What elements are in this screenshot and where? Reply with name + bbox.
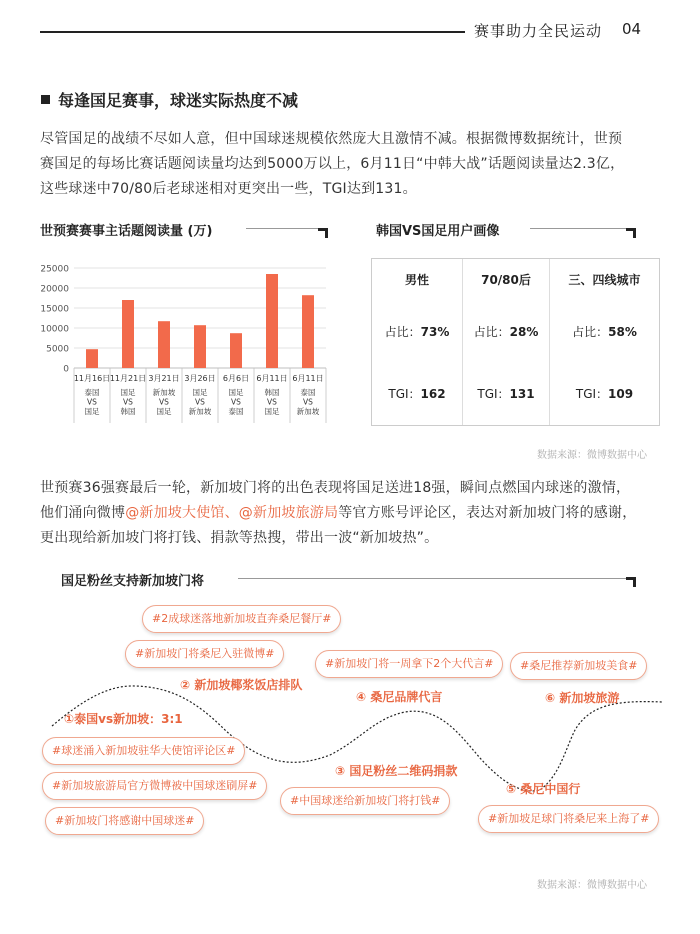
intro-paragraph xyxy=(40,127,662,202)
timeline-stage: ③ 国足粉丝二维码捐款 xyxy=(335,764,458,778)
profile-title: 韩国VS国足用户画像 xyxy=(376,224,500,239)
page-number: 04 xyxy=(622,20,642,38)
profile-header: 男性 xyxy=(404,273,429,287)
y-tick-label: 20000 xyxy=(40,284,69,295)
topic-tag[interactable]: #中国球迷给新加坡门将打钱# xyxy=(280,787,450,815)
bar xyxy=(122,300,134,368)
x-tick-date: 3月26日 xyxy=(184,374,216,383)
y-tick-label: 15000 xyxy=(40,304,69,315)
profile-tgi: TGI：109 xyxy=(575,387,634,401)
x-tick-match: VS xyxy=(231,397,241,407)
x-tick-date: 6月6日 xyxy=(222,374,250,383)
x-tick-match: VS xyxy=(267,397,277,407)
profile-column-male xyxy=(372,259,462,425)
bar xyxy=(230,333,242,368)
topic-tag[interactable]: #新加坡门将桑尼入驻微博# xyxy=(125,640,284,668)
x-tick-match: VS xyxy=(303,397,313,407)
y-tick-label: 10000 xyxy=(40,324,69,335)
profile-share: 占比：28% xyxy=(473,325,539,339)
profile-share: 占比：73% xyxy=(384,325,450,339)
profile-share: 占比：58% xyxy=(572,325,637,339)
topic-tag[interactable]: #桑尼推荐新加坡美食# xyxy=(510,652,647,680)
topic-tag[interactable]: #新加坡门将感谢中国球迷# xyxy=(45,807,204,835)
profile-column-age xyxy=(462,259,549,425)
y-tick-label: 25000 xyxy=(40,264,69,275)
topic-tag[interactable]: #新加坡足球门将桑尼来上海了# xyxy=(478,805,659,833)
x-tick-date: 11月16日 xyxy=(73,374,111,383)
x-tick-match: 新加坡 xyxy=(152,388,176,397)
data-source-note: 数据来源：微博数据中心 xyxy=(537,450,647,461)
chart-title-rule xyxy=(246,228,322,229)
profile-table xyxy=(371,258,660,426)
x-tick-date: 11月21日 xyxy=(109,374,147,383)
timeline-stage: ⑤ 桑尼中国行 xyxy=(506,782,581,796)
x-tick-match: VS xyxy=(159,397,169,407)
x-tick-match: VS xyxy=(123,397,133,407)
x-tick-match: 韩国 xyxy=(264,388,280,397)
profile-header: 70/80后 xyxy=(481,273,531,287)
profile-title-corner xyxy=(626,228,636,238)
x-tick-match: 国足 xyxy=(264,407,280,416)
x-tick-match: 韩国 xyxy=(120,407,136,416)
topic-tag[interactable]: #2成球迷落地新加坡直奔桑尼餐厅# xyxy=(142,605,341,633)
header-title: 赛事助力全民运动 xyxy=(474,22,603,40)
timeline-stage: ①泰国vs新加坡：3:1 xyxy=(64,712,183,726)
profile-title-rule xyxy=(530,228,630,229)
intro-line: 尽管国足的战绩不尽如人意，但中国球迷规模依然庞大且激情不减。根据微博数据统计，世预 xyxy=(40,131,623,147)
topic-tag[interactable]: #新加坡旅游局官方微博被中国球迷刷屏# xyxy=(42,772,267,800)
header-rule xyxy=(40,31,465,33)
timeline-title-rule xyxy=(238,578,630,579)
bar xyxy=(194,325,206,368)
x-tick-match: 国足 xyxy=(120,388,136,397)
intro-line: 这些球迷中70/80后老球迷相对更突出一些，TGI达到131。 xyxy=(40,181,417,197)
body-line: 世预赛36强赛最后一轮，新加坡门将的出色表现将国足送进18强，瞬间点燃国内球迷的激情， xyxy=(40,480,631,496)
x-tick-date: 3月21日 xyxy=(148,374,180,383)
profile-tgi: TGI：162 xyxy=(388,387,446,401)
y-tick-label: 0 xyxy=(63,364,69,375)
x-tick-match: 泰国 xyxy=(84,388,100,397)
x-tick-match: 新加坡 xyxy=(188,407,212,416)
chart-title-corner xyxy=(318,228,328,238)
timeline-stage: ⑥ 新加坡旅游 xyxy=(545,691,620,705)
x-tick-date: 6月11日 xyxy=(292,374,324,383)
y-tick-label: 5000 xyxy=(46,344,69,355)
x-tick-match: 国足 xyxy=(192,388,208,397)
data-source-note: 数据来源：微博数据中心 xyxy=(537,880,647,891)
bar xyxy=(266,274,278,368)
weibo-handles[interactable]: @新加坡大使馆、@新加坡旅游局 xyxy=(125,505,339,521)
x-tick-match: 泰国 xyxy=(228,407,244,416)
body-line: 更出现给新加坡门将打钱、捐款等热搜，带出一波“新加坡热”。 xyxy=(40,530,439,546)
bar xyxy=(302,295,314,368)
x-tick-match: 国足 xyxy=(156,407,172,416)
intro-line: 赛国足的每场比赛话题阅读量均达到5000万以上，6月11日“中韩大战”话题阅读量达2.3亿， xyxy=(40,156,625,172)
topic-tag[interactable]: #新加坡门将一周拿下2个大代言# xyxy=(315,650,503,678)
timeline-title-corner xyxy=(626,577,636,587)
x-tick-match: 泰国 xyxy=(300,388,316,397)
x-tick-match: VS xyxy=(195,397,205,407)
x-tick-match: 新加坡 xyxy=(296,407,320,416)
profile-header: 三、四线城市 xyxy=(568,273,641,287)
x-tick-match: 国足 xyxy=(84,407,100,416)
body-line: 他们涌向微博@新加坡大使馆、@新加坡旅游局等官方账号评论区，表达对新加坡门将的感谢， xyxy=(40,505,637,521)
profile-tgi: TGI：131 xyxy=(477,387,535,401)
x-tick-match: 国足 xyxy=(228,388,244,397)
profile-column-city xyxy=(549,259,659,425)
topic-tag[interactable]: #球迷涌入新加坡驻华大使馆评论区# xyxy=(42,737,245,765)
section-bullet xyxy=(41,95,50,104)
body-paragraph xyxy=(40,476,662,551)
bar xyxy=(86,349,98,368)
chart-title: 世预赛赛事主话题阅读量 (万) xyxy=(40,224,213,239)
bar xyxy=(158,321,170,368)
timeline-stage: ② 新加坡椰浆饭店排队 xyxy=(180,678,303,692)
timeline-title: 国足粉丝支持新加坡门将 xyxy=(61,574,205,589)
x-tick-match: VS xyxy=(87,397,97,407)
bar-chart xyxy=(38,252,338,432)
section-title: 每逢国足赛事，球迷实际热度不减 xyxy=(58,91,299,110)
timeline-stage: ④ 桑尼品牌代言 xyxy=(356,690,443,704)
x-tick-date: 6月11日 xyxy=(256,374,288,383)
